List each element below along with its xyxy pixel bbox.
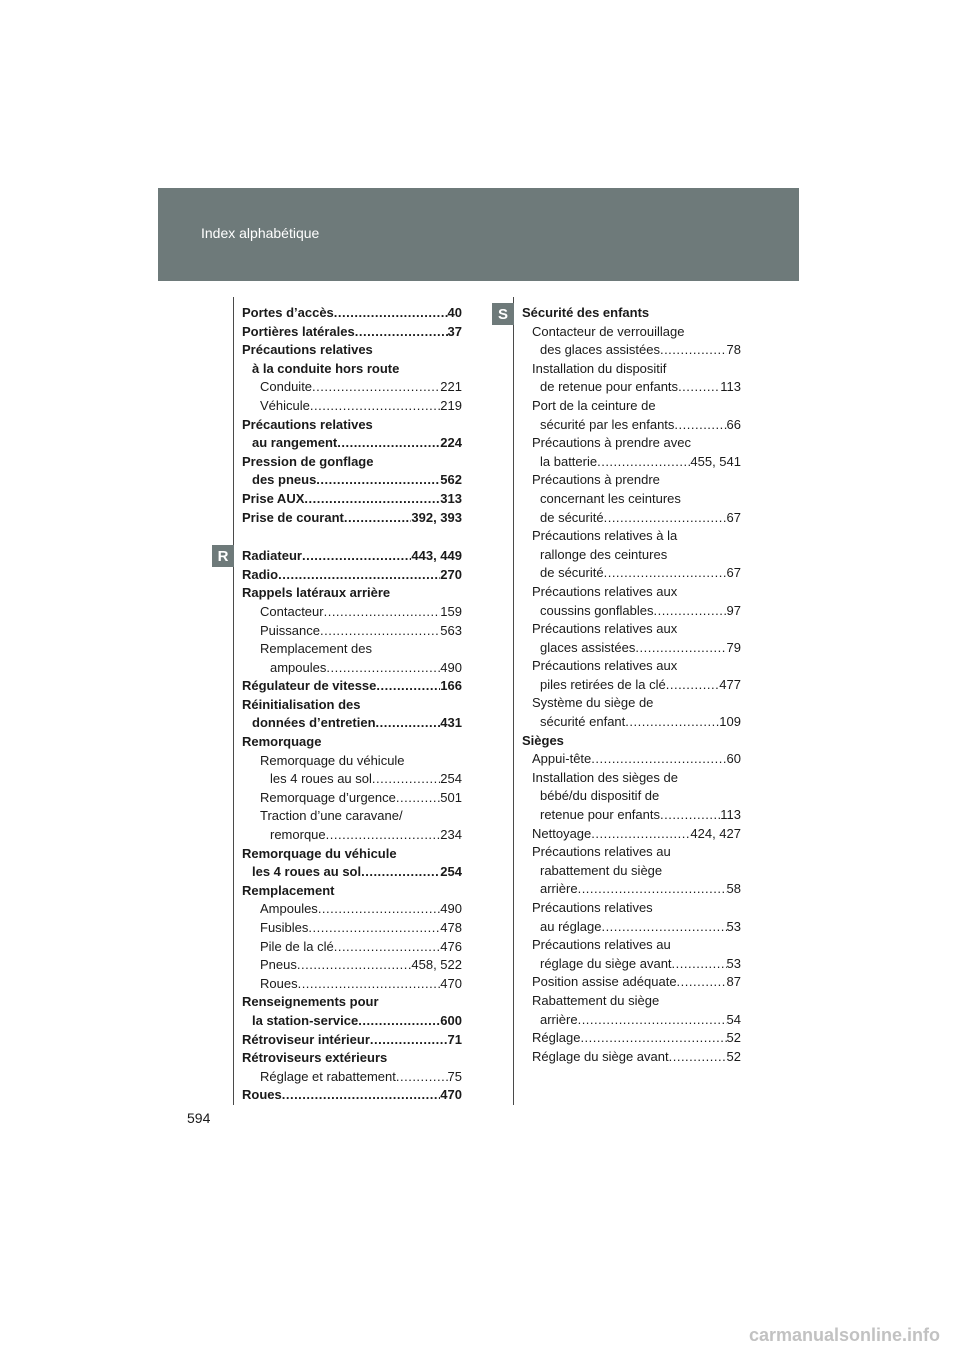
entry-label: Ampoules bbox=[260, 901, 318, 917]
dot-leader bbox=[580, 1029, 726, 1048]
entry-label: Sièges bbox=[522, 732, 564, 748]
entry-page: 71 bbox=[447, 1031, 462, 1047]
entry-page: 79 bbox=[726, 639, 741, 655]
dot-leader bbox=[326, 659, 440, 678]
left-index-entry bbox=[242, 584, 462, 603]
entry-label: Précautions à prendre avec bbox=[532, 435, 691, 451]
entry-label: remorque bbox=[270, 827, 326, 843]
entry-page: 40 bbox=[447, 305, 462, 320]
dot-leader bbox=[304, 490, 440, 509]
dot-leader bbox=[578, 1011, 727, 1030]
page-number: 594 bbox=[187, 1110, 211, 1126]
left-index-entry bbox=[242, 845, 462, 864]
dot-leader bbox=[653, 602, 726, 621]
dot-leader bbox=[298, 975, 441, 994]
left-index-entry bbox=[242, 900, 462, 919]
dot-leader bbox=[677, 973, 727, 992]
left-index-entry bbox=[242, 789, 462, 808]
dot-leader bbox=[591, 750, 726, 769]
left-index-entry bbox=[242, 416, 462, 435]
right-index-entry bbox=[522, 546, 741, 565]
letter-tab-r: R bbox=[212, 545, 234, 567]
right-index-entry bbox=[522, 509, 741, 528]
entry-page: 501 bbox=[440, 789, 462, 805]
dot-leader bbox=[334, 938, 441, 957]
dot-leader bbox=[324, 603, 441, 622]
entry-page: 392, 393 bbox=[411, 509, 462, 525]
entry-label: Portières latérales bbox=[242, 323, 355, 339]
left-index-entry bbox=[242, 956, 462, 975]
left-index-entry bbox=[242, 640, 462, 659]
entry-page: 254 bbox=[440, 864, 462, 880]
entry-label: Remorquage du véhicule bbox=[260, 752, 405, 768]
dot-leader bbox=[372, 770, 440, 789]
entry-page: 221 bbox=[440, 379, 462, 395]
right-index-entry bbox=[522, 862, 741, 881]
entry-page: 53 bbox=[726, 918, 741, 934]
entry-page: 66 bbox=[726, 416, 741, 432]
dot-leader bbox=[370, 1031, 448, 1050]
entry-page: 219 bbox=[440, 397, 462, 413]
dot-leader bbox=[334, 304, 448, 323]
entry-page: 490 bbox=[440, 901, 462, 917]
entry-page: 470 bbox=[440, 1087, 462, 1103]
dot-leader bbox=[591, 825, 690, 844]
entry-page: 477 bbox=[719, 676, 741, 692]
left-index-entry bbox=[242, 938, 462, 957]
left-index-entry bbox=[242, 1086, 462, 1105]
right-index-entry bbox=[522, 787, 741, 806]
left-index-entry bbox=[242, 323, 462, 342]
entry-label: Remorquage bbox=[242, 734, 322, 750]
dot-leader bbox=[361, 863, 440, 882]
dot-leader bbox=[297, 956, 412, 975]
right-index-entry bbox=[522, 397, 741, 416]
entry-label: Précautions relatives aux bbox=[532, 658, 678, 674]
entry-label: les 4 roues au sol bbox=[252, 864, 362, 880]
left-index-entry bbox=[242, 863, 462, 882]
entry-page: 52 bbox=[726, 1030, 741, 1046]
right-index-entry bbox=[522, 360, 741, 379]
dot-leader bbox=[396, 789, 440, 808]
entry-page: 224 bbox=[440, 435, 462, 451]
dot-leader bbox=[326, 826, 441, 845]
left-index-entry bbox=[242, 807, 462, 826]
entry-page: 52 bbox=[726, 1048, 741, 1064]
entry-label: Puissance bbox=[260, 622, 320, 638]
entry-label: Réglage du siège avant bbox=[532, 1048, 669, 1064]
dot-leader bbox=[302, 547, 411, 566]
entry-page: 470 bbox=[440, 975, 462, 991]
left-index-entry bbox=[242, 490, 462, 509]
dot-leader bbox=[597, 453, 690, 472]
right-index-entry bbox=[522, 750, 741, 769]
right-index-entry bbox=[522, 694, 741, 713]
left-index-entry bbox=[242, 509, 462, 528]
entry-page: 478 bbox=[440, 920, 462, 935]
right-index-entry bbox=[522, 564, 741, 583]
entry-label: rallonge des ceintures bbox=[540, 546, 668, 562]
entry-label: Roues bbox=[260, 975, 298, 991]
dot-leader bbox=[601, 918, 726, 937]
dot-leader bbox=[376, 677, 440, 696]
index-column-right bbox=[522, 304, 741, 1066]
entry-label: retenue pour enfants bbox=[540, 807, 660, 823]
entry-label: Port de la ceinture de bbox=[532, 397, 656, 413]
entry-label: Rétroviseur intérieur bbox=[242, 1031, 370, 1047]
left-index-entry bbox=[242, 304, 462, 323]
right-index-entry bbox=[522, 583, 741, 602]
entry-label: Régulateur de vitesse bbox=[242, 678, 377, 694]
entry-page: 113 bbox=[720, 807, 741, 823]
entry-label: concernant les ceintures bbox=[540, 490, 681, 506]
right-index-entry bbox=[522, 992, 741, 1011]
entry-label: arrière bbox=[540, 1011, 578, 1027]
watermark: carmanualsonline.info bbox=[748, 1325, 940, 1345]
entry-page: 234 bbox=[440, 827, 462, 843]
left-index-entry bbox=[242, 919, 462, 938]
entry-label: Précautions relatives à la bbox=[532, 528, 678, 544]
left-index-entry bbox=[242, 603, 462, 622]
left-index-entry bbox=[242, 752, 462, 771]
right-index-entry bbox=[522, 936, 741, 955]
dot-leader bbox=[666, 676, 720, 695]
dot-leader bbox=[396, 1068, 448, 1087]
dot-leader bbox=[310, 397, 440, 416]
dot-leader bbox=[308, 919, 440, 938]
dot-leader bbox=[660, 806, 720, 825]
left-index-entry bbox=[242, 360, 462, 379]
header-title: Index alphabétique bbox=[201, 225, 320, 241]
left-index-entry bbox=[242, 696, 462, 715]
entry-label: Installation du dispositif bbox=[532, 360, 667, 376]
right-index-entry bbox=[522, 713, 741, 732]
entry-label: au réglage bbox=[540, 918, 602, 934]
left-index-entry bbox=[242, 471, 462, 490]
right-index-entry bbox=[522, 657, 741, 676]
right-index-entry bbox=[522, 843, 741, 862]
entry-page: 313 bbox=[440, 490, 462, 506]
entry-label: Précautions relatives bbox=[242, 416, 373, 432]
entry-label: Prise AUX bbox=[242, 490, 305, 506]
entry-page: 455, 541 bbox=[690, 453, 741, 469]
left-index-entry bbox=[242, 1012, 462, 1031]
left-index-entry bbox=[242, 882, 462, 901]
entry-label: données d’entretien bbox=[252, 715, 376, 731]
entry-page: 562 bbox=[440, 472, 462, 488]
dot-leader bbox=[320, 622, 440, 641]
entry-label: Installation des sièges de bbox=[532, 769, 678, 785]
right-index-entry bbox=[522, 602, 741, 621]
dot-leader bbox=[358, 1012, 440, 1031]
entry-label: rabattement du siège bbox=[540, 862, 663, 878]
dot-leader bbox=[318, 900, 440, 919]
dot-leader bbox=[635, 639, 726, 658]
page-header bbox=[158, 188, 799, 281]
entry-label: Pression de gonflage bbox=[242, 453, 374, 469]
entry-page: 476 bbox=[440, 938, 462, 954]
entry-label: Précautions relatives bbox=[532, 900, 653, 915]
entry-page: 458, 522 bbox=[411, 957, 462, 973]
entry-page: 67 bbox=[726, 565, 741, 581]
right-index-entry bbox=[522, 973, 741, 992]
left-index-entry bbox=[242, 622, 462, 641]
left-index-entry bbox=[242, 566, 462, 585]
right-index-entry bbox=[522, 1048, 741, 1067]
right-index-entry bbox=[522, 378, 741, 397]
entry-label: la station-service bbox=[252, 1012, 359, 1028]
letter-tab-s: S bbox=[492, 303, 514, 325]
dot-leader bbox=[316, 471, 440, 490]
entry-label: Précautions relatives aux bbox=[532, 583, 678, 599]
left-index-entry bbox=[242, 434, 462, 453]
entry-page: 113 bbox=[720, 379, 741, 395]
entry-label: Précautions relatives au bbox=[532, 844, 671, 860]
dot-leader bbox=[278, 566, 440, 585]
dot-leader bbox=[604, 509, 727, 528]
dot-leader bbox=[337, 434, 440, 453]
entry-label: Portes d’accès bbox=[242, 305, 334, 320]
right-index-entry bbox=[522, 1029, 741, 1048]
entry-label: Pile de la clé bbox=[260, 938, 334, 954]
entry-label: glaces assistées bbox=[540, 639, 636, 655]
entry-label: Renseignements pour bbox=[242, 994, 379, 1010]
entry-label: Remorquage du véhicule bbox=[242, 845, 397, 861]
left-index-entry bbox=[242, 1068, 462, 1087]
right-index-entry bbox=[522, 676, 741, 695]
right-index-entry bbox=[522, 453, 741, 472]
entry-label: piles retirées de la clé bbox=[540, 676, 666, 692]
right-index-entry bbox=[522, 416, 741, 435]
right-index-entry bbox=[522, 732, 741, 751]
left-index-entry bbox=[242, 733, 462, 752]
dot-leader bbox=[678, 378, 720, 397]
entry-label: Appui-tête bbox=[532, 751, 592, 767]
entry-label: Réinitialisation des bbox=[242, 696, 361, 712]
right-index-entry bbox=[522, 1011, 741, 1030]
entry-label: coussins gonflables bbox=[540, 602, 654, 618]
entry-page: 431 bbox=[440, 715, 462, 731]
left-index-entry bbox=[242, 826, 462, 845]
entry-page: 58 bbox=[726, 881, 741, 897]
right-index-entry bbox=[522, 825, 741, 844]
left-index-entry bbox=[242, 1031, 462, 1050]
right-index-entry bbox=[522, 899, 741, 918]
entry-label: Remplacement bbox=[242, 882, 335, 898]
entry-label: Prise de courant bbox=[242, 509, 344, 525]
entry-label: Position assise adéquate bbox=[532, 974, 677, 990]
entry-page: 254 bbox=[440, 771, 462, 787]
entry-label: Contacteur bbox=[260, 603, 324, 619]
left-column-rule bbox=[233, 297, 234, 1105]
entry-page: 166 bbox=[440, 678, 462, 694]
dot-leader bbox=[669, 1048, 727, 1067]
right-index-entry bbox=[522, 341, 741, 360]
entry-label: Remorquage d’urgence bbox=[260, 789, 396, 805]
left-index-entry bbox=[242, 341, 462, 360]
dot-leader bbox=[376, 714, 441, 733]
dot-leader bbox=[674, 416, 726, 435]
entry-label: de retenue pour enfants bbox=[540, 379, 679, 395]
left-index-entry bbox=[242, 659, 462, 678]
dot-leader bbox=[604, 564, 727, 583]
right-index-entry bbox=[522, 806, 741, 825]
entry-label: Pneus bbox=[260, 957, 297, 973]
left-index-entry bbox=[242, 1049, 462, 1068]
entry-label: Contacteur de verrouillage bbox=[532, 323, 685, 339]
entry-label: Traction d’une caravane/ bbox=[260, 808, 403, 824]
entry-label: Roues bbox=[242, 1087, 282, 1103]
entry-label: Réglage et rabattement bbox=[260, 1068, 396, 1084]
right-index-entry bbox=[522, 620, 741, 639]
entry-label: Véhicule bbox=[260, 397, 310, 413]
right-index-entry bbox=[522, 880, 741, 899]
entry-page: 424, 427 bbox=[690, 825, 741, 841]
right-index-entry bbox=[522, 639, 741, 658]
right-index-entry bbox=[522, 304, 741, 323]
left-index-entry bbox=[242, 453, 462, 472]
entry-page: 37 bbox=[447, 323, 462, 339]
entry-page: 53 bbox=[726, 955, 741, 971]
entry-label: la batterie bbox=[540, 453, 598, 469]
entry-label: de sécurité bbox=[540, 565, 604, 581]
entry-label: arrière bbox=[540, 881, 578, 897]
right-index-entry bbox=[522, 769, 741, 788]
entry-label: Précautions relatives au bbox=[532, 937, 671, 953]
dot-leader bbox=[625, 713, 719, 732]
right-column-rule bbox=[513, 297, 514, 1105]
right-index-entry bbox=[522, 955, 741, 974]
entry-page: 67 bbox=[726, 509, 741, 525]
entry-page: 60 bbox=[726, 751, 741, 767]
entry-label: Réglage bbox=[532, 1030, 581, 1046]
left-index-entry bbox=[242, 378, 462, 397]
entry-label: sécurité enfant bbox=[540, 714, 626, 730]
entry-label: Rétroviseurs extérieurs bbox=[242, 1050, 388, 1066]
entry-label: Rabattement du siège bbox=[532, 992, 660, 1008]
entry-label: à la conduite hors route bbox=[252, 360, 400, 376]
entry-page: 97 bbox=[726, 602, 741, 618]
entry-label: au rangement bbox=[252, 435, 338, 451]
dot-leader bbox=[312, 378, 440, 397]
right-index-entry bbox=[522, 527, 741, 546]
entry-page: 600 bbox=[440, 1012, 462, 1028]
dot-leader bbox=[355, 323, 448, 342]
entry-label: des glaces assistées bbox=[540, 342, 660, 358]
entry-label: Nettoyage bbox=[532, 825, 592, 841]
entry-label: Remplacement des bbox=[260, 641, 372, 657]
dot-leader bbox=[344, 509, 412, 528]
entry-page: 270 bbox=[440, 566, 462, 582]
entry-label: Précautions relatives bbox=[242, 342, 373, 358]
entry-label: Radiateur bbox=[242, 548, 302, 564]
right-index-entry bbox=[522, 434, 741, 453]
entry-label: des pneus bbox=[252, 472, 317, 488]
right-index-entry bbox=[522, 471, 741, 490]
left-index-entry bbox=[242, 677, 462, 696]
entry-label: sécurité par les enfants bbox=[540, 416, 675, 432]
entry-label: ampoules bbox=[270, 659, 327, 675]
entry-label: Système du siège de bbox=[532, 695, 654, 711]
dot-leader bbox=[672, 955, 727, 974]
right-index-entry bbox=[522, 918, 741, 937]
entry-page: 87 bbox=[726, 974, 741, 990]
entry-label: réglage du siège avant bbox=[540, 955, 672, 971]
index-column-left bbox=[242, 304, 462, 1105]
entry-label: Radio bbox=[242, 566, 279, 582]
left-index-entry bbox=[242, 993, 462, 1012]
entry-label: Fusibles bbox=[260, 920, 309, 935]
entry-page: 443, 449 bbox=[411, 548, 462, 564]
right-index-entry bbox=[522, 490, 741, 509]
left-index-entry bbox=[242, 547, 462, 566]
entry-label: Rappels latéraux arrière bbox=[242, 585, 391, 601]
left-index-entry bbox=[242, 397, 462, 416]
entry-label: bébé/du dispositif de bbox=[540, 788, 660, 804]
entry-page: 159 bbox=[440, 603, 462, 619]
entry-label: Précautions relatives aux bbox=[532, 621, 678, 637]
entry-label: Conduite bbox=[260, 379, 313, 395]
dot-leader bbox=[282, 1086, 441, 1105]
entry-label: de sécurité bbox=[540, 509, 604, 525]
dot-leader bbox=[578, 880, 727, 899]
right-index-entry bbox=[522, 323, 741, 342]
left-index-entry bbox=[242, 714, 462, 733]
entry-page: 54 bbox=[726, 1011, 741, 1027]
entry-label: les 4 roues au sol bbox=[270, 771, 372, 787]
left-index-entry bbox=[242, 975, 462, 994]
entry-page: 75 bbox=[447, 1068, 462, 1084]
left-index-entry bbox=[242, 770, 462, 789]
entry-label: Sécurité des enfants bbox=[522, 305, 650, 320]
entry-page: 490 bbox=[440, 659, 462, 675]
entry-label: Précautions à prendre bbox=[532, 472, 660, 488]
dot-leader bbox=[660, 341, 727, 360]
entry-page: 563 bbox=[440, 622, 462, 638]
entry-page: 78 bbox=[726, 342, 741, 358]
entry-page: 109 bbox=[719, 714, 741, 730]
